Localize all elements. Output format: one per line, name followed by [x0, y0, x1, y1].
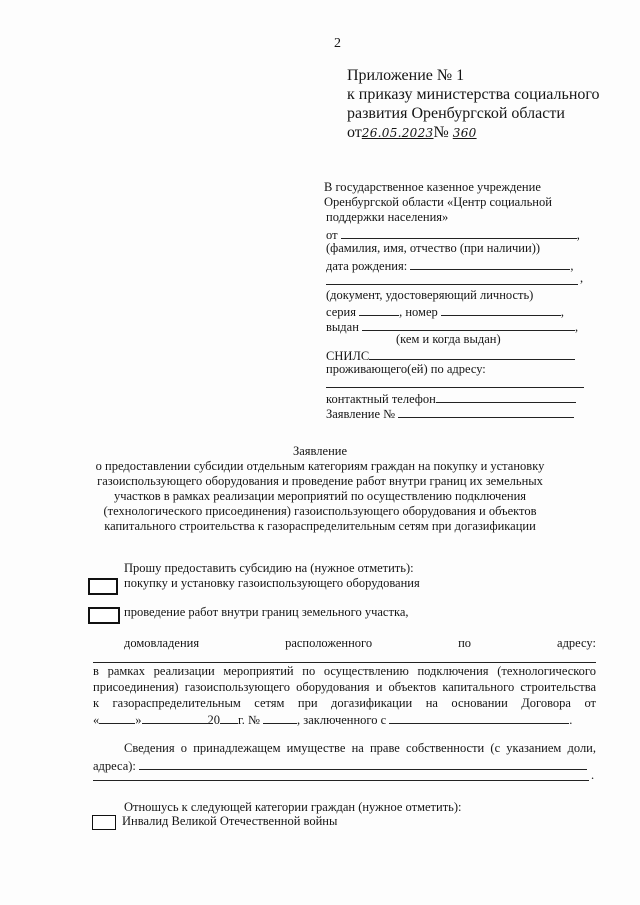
contract-row: « » 20 г. № , заключенного с .: [93, 713, 573, 727]
issued-hint: (кем и когда выдан): [396, 332, 501, 346]
number-prefix: №: [433, 124, 449, 141]
appendix-line-3: развития Оренбургской области: [347, 105, 565, 122]
option1-checkbox[interactable]: [88, 578, 118, 595]
title-line-4: участков в рамках реализации мероприятий по осуществлению подключения: [113, 489, 527, 503]
address-label: проживающего(ей) по адресу:: [326, 362, 486, 376]
handwritten-date: 26.05.2023: [361, 126, 434, 140]
title-line-3: газоиспользующего оборудования и проведение работ внутри границ их земельных: [97, 474, 543, 488]
appendix-block: [347, 66, 600, 143]
property-line-2: адреса):: [93, 759, 136, 773]
title-line-6: капитального строительства к газораспределительным сетям при догазификации: [104, 519, 536, 533]
appendix-date-line: [347, 123, 600, 143]
birth-label: дата рождения:: [326, 259, 408, 273]
document-title: [0, 444, 640, 534]
title-line-1: Заявление: [292, 444, 347, 458]
date-prefix: от: [347, 124, 362, 141]
property-end-dot: .: [591, 768, 595, 782]
addressee-line-3: поддержки населения»: [326, 210, 449, 224]
series-row: серия , номер ,: [326, 305, 564, 319]
number-field[interactable]: [441, 303, 561, 316]
handwritten-number: 360: [452, 126, 477, 140]
contract-party-field[interactable]: [389, 711, 569, 724]
addr-word-2: расположенного: [285, 636, 373, 650]
snils-field[interactable]: [369, 347, 575, 360]
fio-hint: (фамилия, имя, отчество (при наличии)): [326, 241, 541, 255]
addr-word-1: домовладения: [124, 636, 200, 650]
household-address-field[interactable]: [93, 662, 596, 663]
property-field-1[interactable]: [139, 757, 587, 770]
para1-line-1: в рамках реализации мероприятий по осуществлению подключения (технологического: [93, 664, 596, 678]
property-field-2[interactable]: [93, 780, 589, 781]
household-address-row: [93, 636, 596, 651]
property-line-1: Сведения о принадлежащем имуществе на праве собственности (с указанием доли,: [124, 741, 596, 755]
addressee-line-1: В государственное казенное учреждение: [324, 180, 541, 194]
document-hint: (документ, удостоверяющий личность): [326, 288, 534, 302]
title-line-2: о предоставлении субсидии отдельным категориям граждан на покупку и установку: [95, 459, 545, 473]
contract-quote-close: »: [135, 713, 142, 727]
category-request: Отношусь к следующей категории граждан (нужное отметить):: [124, 800, 462, 814]
issued-label: выдан: [326, 320, 359, 334]
extra-line-comma: ,: [580, 271, 584, 285]
para1-line-2: присоединения) газоиспользующего оборудования и объектов капитального строительства: [93, 680, 596, 694]
category1-checkbox[interactable]: [92, 815, 116, 830]
birth-field[interactable]: [410, 257, 570, 270]
request-text: Прошу предоставить субсидию на (нужное отметить):: [124, 561, 414, 575]
contract-number-field[interactable]: [263, 711, 297, 724]
appendix-line-1: Приложение № 1: [347, 67, 465, 84]
from-field[interactable]: [341, 226, 577, 239]
phone-field[interactable]: [436, 390, 576, 403]
application-number-field[interactable]: [398, 405, 574, 418]
application-label: Заявление №: [326, 407, 396, 421]
option2-checkbox[interactable]: [88, 607, 120, 624]
application-row: [326, 405, 574, 422]
appendix-line-2: к приказу министерства социального: [347, 86, 600, 103]
phone-label: контактный телефон: [326, 392, 436, 406]
from-label: от: [326, 228, 338, 242]
page-number: 2: [334, 36, 341, 51]
addr-word-3: по: [458, 636, 472, 650]
option2-label: проведение работ внутри границ земельного участка,: [124, 605, 409, 619]
addressee-line-2: Оренбургской области «Центр социальной: [324, 195, 552, 209]
number-label: , номер: [399, 305, 438, 319]
contract-quote-open: «: [93, 713, 100, 727]
contract-concluded: , заключенного с: [297, 713, 387, 727]
category1-label: Инвалид Великой Отечественной войны: [122, 814, 338, 828]
extra-line-1[interactable]: [326, 284, 578, 285]
addr-word-4: адресу:: [557, 636, 596, 650]
issued-field[interactable]: [362, 318, 575, 331]
issued-row: выдан ,: [326, 320, 579, 334]
contract-year-field[interactable]: [220, 711, 238, 724]
address-field[interactable]: [326, 387, 584, 388]
option1-label: покупку и установку газоиспользующего оборудования: [124, 576, 420, 590]
contract-day-field[interactable]: [99, 711, 135, 724]
contract-month-field[interactable]: [142, 711, 208, 724]
contract-year-suffix: г. №: [238, 713, 260, 727]
property-line-2-row: [93, 757, 587, 774]
snils-label: СНИЛС: [326, 349, 370, 363]
para1-line-3: к газораспределительным сетям при догазификации на основании Договора от: [93, 696, 596, 710]
title-line-5: (технологического присоединения) газоиспользующего оборудования и объектов: [103, 504, 537, 518]
birth-row: дата рождения: ,: [326, 259, 574, 273]
series-label: серия: [326, 305, 356, 319]
from-row: от ,: [326, 228, 580, 242]
series-field[interactable]: [359, 303, 399, 316]
contract-year: 20: [207, 713, 220, 727]
